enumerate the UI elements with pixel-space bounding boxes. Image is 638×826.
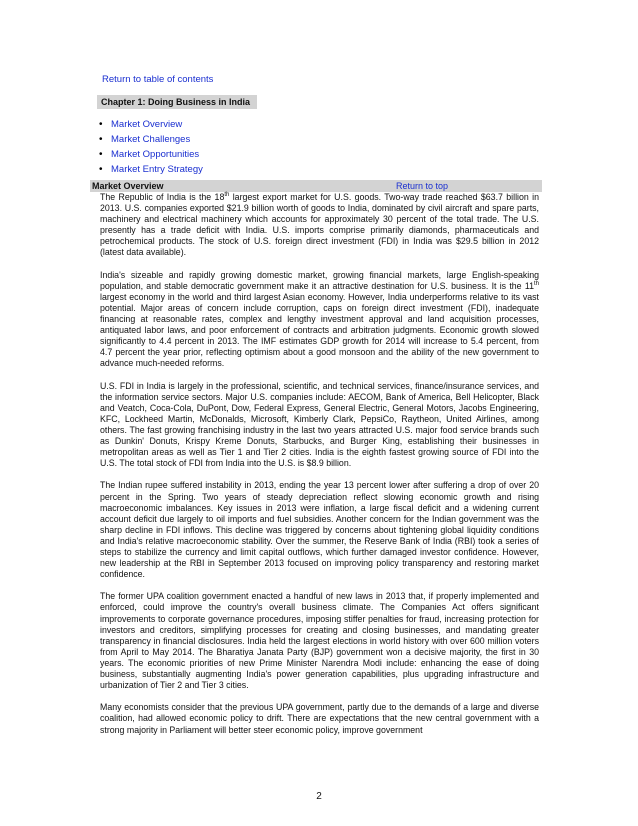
toc-link-market-overview[interactable]: Market Overview: [111, 119, 183, 130]
toc-link-market-entry-strategy[interactable]: Market Entry Strategy: [111, 164, 203, 175]
page-number: 2: [316, 791, 322, 802]
bullet-icon: •: [99, 164, 103, 175]
chapter-toc: [97, 117, 203, 177]
toc-item: [97, 132, 203, 147]
chapter-title: Chapter 1: Doing Business in India: [97, 95, 257, 109]
paragraph: The former UPA coalition government enacted a handful of new laws in 2013 that, if properly implemented and enforced, could improve the country's overall business climate. The Companies Act offers significant improvements to corporate governance procedures, imposing stiffer penalties for fraud, increasing protection for investors and creditors, simplifying processes for creating and closing businesses, and mandating greater transparency in financial disclosures. India held the largest elections in world history with over 600 million voters from April to May 2014. The Bharatiya Janata Party (BJP) government won a decisive majority, the first in 30 years. The economic priorities of new Prime Minister Narendra Modi include: enhancing the ease of doing business, substantially augmenting India's power generation capabilities, plus upgrading infrastructure and urbanization of Tier 2 and Tier 3 cities.: [100, 591, 539, 691]
paragraph: Many economists consider that the previous UPA government, partly due to the demands of a large and diverse coalition, had allowed economic policy to drift. There are expectations that the new central government with a strong majority in Parliament will better steer economic policy, improve government: [100, 702, 539, 735]
paragraph: India's sizeable and rapidly growing domestic market, growing financial markets, large English-speaking population, and stable democratic government make it an attractive destination for U.S. business. It is the 11th largest economy in the world and third largest Asian economy. However, India underperforms relative to its vast potential. Major areas of concern include corruption, caps on foreign direct investment (FDI), inadequate financing at reasonable rates, complex and lengthy investment approval and land acquisition processes, antiquated labor laws, and poor enforcement of contracts and arbitration judgments. Economic growth slowed significantly to 4.4 percent in 2013. The IMF estimates GDP growth for 2014 will increase to 5.4 percent, from 4.7 percent the year prior, reflecting optimism about a good monsoon and the ability of the new government to advance much-needed reforms.: [100, 269, 539, 369]
return-to-toc-link[interactable]: Return to table of contents: [102, 74, 214, 85]
return-to-top-link[interactable]: Return to top: [396, 181, 449, 191]
bullet-icon: •: [99, 119, 103, 130]
section-body: [100, 192, 539, 747]
toc-item: [97, 147, 203, 162]
toc-item: [97, 162, 203, 177]
bullet-icon: •: [99, 134, 103, 145]
paragraph: The Indian rupee suffered instability in 2013, ending the year 13 percent lower after suffering a drop of over 20 percent in the Spring. Two years of steady depreciation reflect slowing economic growth and rising macroeconomic imbalances. Key issues in 2013 were inflation, a large fiscal deficit and a widening current account deficit due largely to oil imports and fuel subsidies. Another concern for the Indian government was the sharp decline in FDI inflows. This decline was triggered by concerns about tightening global liquidity conditions and India's relative macroeconomic stability. Over the summer, the Reserve Bank of India (RBI) took a series of steps to stabilize the currency and limit capital outflows, which further damaged investor confidence. However, new leadership at the RBI in September 2013 focused on improving policy transparency and restoring market confidence.: [100, 480, 539, 580]
toc-link-market-opportunities[interactable]: Market Opportunities: [111, 149, 200, 160]
bullet-icon: •: [99, 149, 103, 160]
paragraph: U.S. FDI in India is largely in the professional, scientific, and technical services, finance/insurance services, and the information service sectors. Major U.S. companies include: AECOM, Bank of America, Bell Helicopter, Black and Veatch, Coca-Cola, DuPont, Dow, Federal Express, General Electric, General Motors, Jacobs Engineering, KFC, Lockheed Martin, McDonalds, Microsoft, Kimberly Clark, PepsiCo, Raytheon, United Airlines, among others. The fast growing franchising industry in the last two years attracted U.S. major food service brands such as Dunkin' Donuts, Krispy Kreme Donuts, Starbucks, and Burger King, establishing their businesses in metropolitan areas as well as Tier 1 and Tier 2 cities. India is the eighth fastest growing source of FDI into the U.S. The total stock of FDI from India into the U.S. is $8.9 billion.: [100, 380, 539, 469]
toc-item: [97, 117, 203, 132]
toc-link-market-challenges[interactable]: Market Challenges: [111, 134, 191, 145]
paragraph: The Republic of India is the 18th largest export market for U.S. goods. Two-way trade reached $63.7 billion in 2013. U.S. companies exported $21.9 billion worth of goods to India, dominated by civil aircraft and spare parts, machinery and electrical machinery which accounts for approximately 30 percent of the total trade. The U.S. presently has a trade deficit with India. U.S. imports comprise primarily diamonds, pharmaceuticals and petrochemical products. The stock of U.S. foreign direct investment (FDI) in India was $29.5 billion in 2012 (latest data available).: [100, 192, 539, 258]
section-title: Market Overview: [92, 181, 164, 191]
section-header: [90, 180, 542, 192]
